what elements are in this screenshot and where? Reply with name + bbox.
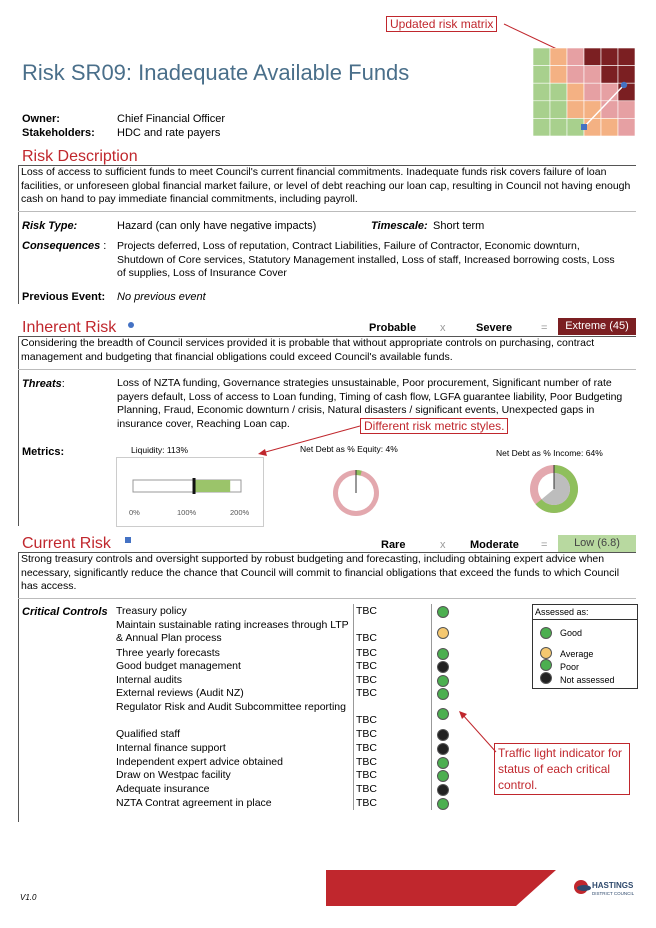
table-row xyxy=(116,605,456,618)
divider xyxy=(18,369,636,370)
stakeholders-label: Stakeholders: xyxy=(22,127,95,139)
current-times: x xyxy=(440,539,446,551)
matrix-cell xyxy=(584,83,601,101)
matrix-cell xyxy=(567,66,584,84)
income-label: Net Debt as % Income: 64% xyxy=(496,448,603,458)
table-row xyxy=(116,756,456,769)
legend-good-icon xyxy=(540,627,552,639)
matrix-cell xyxy=(618,66,635,84)
logo-subtext: DISTRICT COUNCIL xyxy=(592,891,635,896)
liquidity-tick: 100% xyxy=(177,508,197,517)
consequences-value: Projects deferred, Loss of reputation, Contract Liabilities, Failure of Contractor, Economic downturn, Shutdown of Core services, Statutory Management installed, Loss of staff, Increased borrowing costs, Loss of supplies, Loss of Insurance Cover xyxy=(117,240,615,279)
threats-label: Threats: xyxy=(22,378,65,390)
traffic-light-icon xyxy=(437,708,449,720)
table-row xyxy=(116,674,456,687)
control-status: TBC xyxy=(356,647,377,659)
liquidity-metric-card xyxy=(116,457,264,527)
income-donut xyxy=(528,463,580,515)
inherent-risk-heading: Inherent Risk xyxy=(22,319,117,336)
control-name: Good budget management xyxy=(116,660,241,672)
matrix-cell xyxy=(601,118,618,136)
table-row xyxy=(116,742,456,755)
matrix-inherent-marker xyxy=(621,82,627,88)
control-name: Qualified staff xyxy=(116,728,181,740)
table-row xyxy=(116,797,456,810)
control-name: Internal audits xyxy=(116,674,182,686)
control-status: TBC xyxy=(356,605,377,617)
callout-metric-styles: Different risk metric styles. xyxy=(360,418,508,434)
legend-item: Poor xyxy=(560,662,580,672)
liquidity-bar-chart xyxy=(117,458,263,508)
current-impact: Moderate xyxy=(470,539,519,551)
table-row xyxy=(116,769,456,782)
page-title: Risk SR09: Inadequate Available Funds xyxy=(22,60,410,85)
logo-swoosh-icon xyxy=(577,885,591,891)
table-row xyxy=(116,647,456,660)
traffic-light-icon xyxy=(437,688,449,700)
current-risk-marker-icon xyxy=(125,537,131,543)
callout-traffic-light: Traffic light indicator for status of each critical control. xyxy=(494,743,630,795)
matrix-cell xyxy=(533,83,550,101)
legend-item: Not assessed xyxy=(560,675,615,685)
risk-type-label: Risk Type: xyxy=(22,220,78,232)
matrix-cell xyxy=(550,48,567,66)
matrix-cell xyxy=(567,101,584,119)
traffic-light-icon xyxy=(437,648,449,660)
stakeholders-value: HDC and rate payers xyxy=(117,127,221,139)
control-name: NZTA Contrat agreement in place xyxy=(116,797,272,809)
table-row xyxy=(116,783,456,796)
matrix-cell xyxy=(601,101,618,119)
traffic-light-icon xyxy=(437,675,449,687)
matrix-cell xyxy=(584,48,601,66)
traffic-light-icon xyxy=(437,770,449,782)
traffic-light-icon xyxy=(437,661,449,673)
traffic-light-icon xyxy=(437,627,449,639)
table-row xyxy=(116,728,456,741)
section-left-border xyxy=(18,552,19,822)
traffic-light-icon xyxy=(437,729,449,741)
control-name: External reviews (Audit NZ) xyxy=(116,687,244,699)
divider xyxy=(18,598,636,599)
matrix-cell xyxy=(533,101,550,119)
metrics-label: Metrics: xyxy=(22,446,65,458)
traffic-light-icon xyxy=(437,757,449,769)
previous-event-value: No previous event xyxy=(117,291,206,303)
callout-arrow-traffic xyxy=(456,708,500,756)
control-name: Three yearly forecasts xyxy=(116,647,220,659)
matrix-cell xyxy=(584,101,601,119)
control-status: TBC xyxy=(356,769,377,781)
traffic-light-icon xyxy=(437,784,449,796)
matrix-cell xyxy=(601,66,618,84)
inherent-equals: = xyxy=(541,322,548,334)
current-equals: = xyxy=(541,539,548,551)
inherent-risk-text: Considering the breadth of Council services provided it is probable that without appropriate controls on purchasing, contract management and budgeting that financial obligations could exceed Council's available funds. xyxy=(21,337,595,363)
risk-matrix xyxy=(533,48,635,136)
inherent-times: x xyxy=(440,322,446,334)
matrix-cell xyxy=(601,83,618,101)
control-status: TBC xyxy=(356,728,377,740)
divider xyxy=(533,619,637,620)
control-status: TBC xyxy=(356,687,377,699)
legend-item: Good xyxy=(560,628,583,638)
traffic-light-icon xyxy=(437,606,449,618)
inherent-risk-marker-icon xyxy=(128,322,134,328)
risk-type-value: Hazard (can only have negative impacts) xyxy=(117,220,317,232)
matrix-cell xyxy=(550,83,567,101)
control-name: Draw on Westpac facility xyxy=(116,769,231,781)
legend-poor-icon xyxy=(540,659,552,671)
traffic-light-icon xyxy=(437,798,449,810)
matrix-cell xyxy=(550,66,567,84)
inherent-rating-badge: Extreme (45) xyxy=(558,318,636,335)
control-status: TBC xyxy=(356,797,377,809)
control-status: TBC xyxy=(356,783,377,795)
matrix-cell xyxy=(533,48,550,66)
threats-value: Loss of NZTA funding, Governance strategies unsustainable, Poor procurement, Significant number of rate payers default, Loss of access to Loan funding, Timing of cash flow, LGFA guarantee liability, Poor Budgeting Planning, Fraud, Economic downturn / crisis, Natural disasters / significant events, Unexpected gaps in insurance cover, Reaching Loan cap. xyxy=(117,377,623,430)
table-row xyxy=(116,701,456,727)
inherent-likelihood: Probable xyxy=(369,322,417,334)
legend-title: Assessed as: xyxy=(535,607,589,617)
current-rating-badge: Low (6.8) xyxy=(558,535,636,552)
matrix-cell xyxy=(567,48,584,66)
version-label: V1.0 xyxy=(20,893,37,902)
equity-donut xyxy=(331,468,381,518)
owner-value: Chief Financial Officer xyxy=(117,113,226,125)
risk-description-text: Loss of access to sufficient funds to meet Council's current financial commitments. Inadequate funds risk covers failure of loan facilities, or unforeseen global financial market failure, or level of debt reaching our loan cap, resulting in Council not having enough cash on hand to pay immediate financial commitments, including payroll. xyxy=(21,166,631,205)
callout-updated-matrix: Updated risk matrix xyxy=(386,16,497,32)
control-status: TBC xyxy=(356,660,377,672)
control-status: TBC xyxy=(356,742,377,754)
section-left-border xyxy=(18,336,19,526)
section-left-border xyxy=(18,165,19,304)
previous-event-label: Previous Event: xyxy=(22,291,106,303)
matrix-cell xyxy=(618,48,635,66)
liquidity-tick: 0% xyxy=(129,508,140,517)
matrix-cell xyxy=(584,66,601,84)
logo-text: HASTINGS xyxy=(592,881,634,890)
matrix-cell xyxy=(550,118,567,136)
control-status: TBC xyxy=(356,674,377,686)
table-row xyxy=(116,619,456,645)
critical-controls-label: Critical Controls xyxy=(22,606,108,618)
control-status: TBC xyxy=(356,632,377,644)
liquidity-tick: 200% xyxy=(230,508,250,517)
current-risk-text: Strong treasury controls and oversight supported by robust budgeting and forecasting, including obtaining expert advice when necessary, significantly reduce the chance that Council will commit to financial obligations that exceed the funds to which Council has access. xyxy=(21,553,620,592)
timescale-value: Short term xyxy=(433,220,485,232)
control-name: Treasury policy xyxy=(116,605,187,617)
equity-label: Net Debt as % Equity: 4% xyxy=(300,444,398,454)
matrix-cell xyxy=(601,48,618,66)
table-row xyxy=(116,687,456,700)
consequences-label: Consequences : xyxy=(22,240,107,252)
matrix-cell xyxy=(618,118,635,136)
assessment-legend xyxy=(532,604,638,689)
callout-arrow-metrics xyxy=(250,420,362,460)
legend-item: Average xyxy=(560,649,594,659)
matrix-cell xyxy=(533,66,550,84)
control-name: Adequate insurance xyxy=(116,783,210,795)
control-name: Independent expert advice obtained xyxy=(116,756,283,768)
control-name: Internal finance support xyxy=(116,742,226,754)
current-likelihood: Rare xyxy=(381,539,406,551)
liquidity-bar xyxy=(194,480,230,492)
matrix-current-marker xyxy=(581,124,587,130)
matrix-cell xyxy=(550,101,567,119)
legend-average-icon xyxy=(540,647,552,659)
legend-not-assessed-icon xyxy=(540,672,552,684)
traffic-light-icon xyxy=(437,743,449,755)
liquidity-value-marker xyxy=(193,478,196,494)
divider xyxy=(18,211,636,212)
matrix-cell xyxy=(533,118,550,136)
liquidity-label: Liquidity: 113% xyxy=(131,445,189,455)
matrix-cell xyxy=(618,101,635,119)
table-row xyxy=(116,660,456,673)
control-status: TBC xyxy=(356,714,377,726)
inherent-impact: Severe xyxy=(476,322,513,334)
current-risk-heading: Current Risk xyxy=(22,535,111,552)
matrix-cell xyxy=(567,83,584,101)
control-status: TBC xyxy=(356,756,377,768)
owner-label: Owner: xyxy=(22,113,60,125)
control-name: Maintain sustainable rating increases through LTP & Annual Plan process xyxy=(116,619,349,644)
timescale-label: Timescale: xyxy=(371,220,428,232)
risk-description-heading: Risk Description xyxy=(22,148,138,165)
control-name: Regulator Risk and Audit Subcommittee reporting xyxy=(116,701,346,713)
